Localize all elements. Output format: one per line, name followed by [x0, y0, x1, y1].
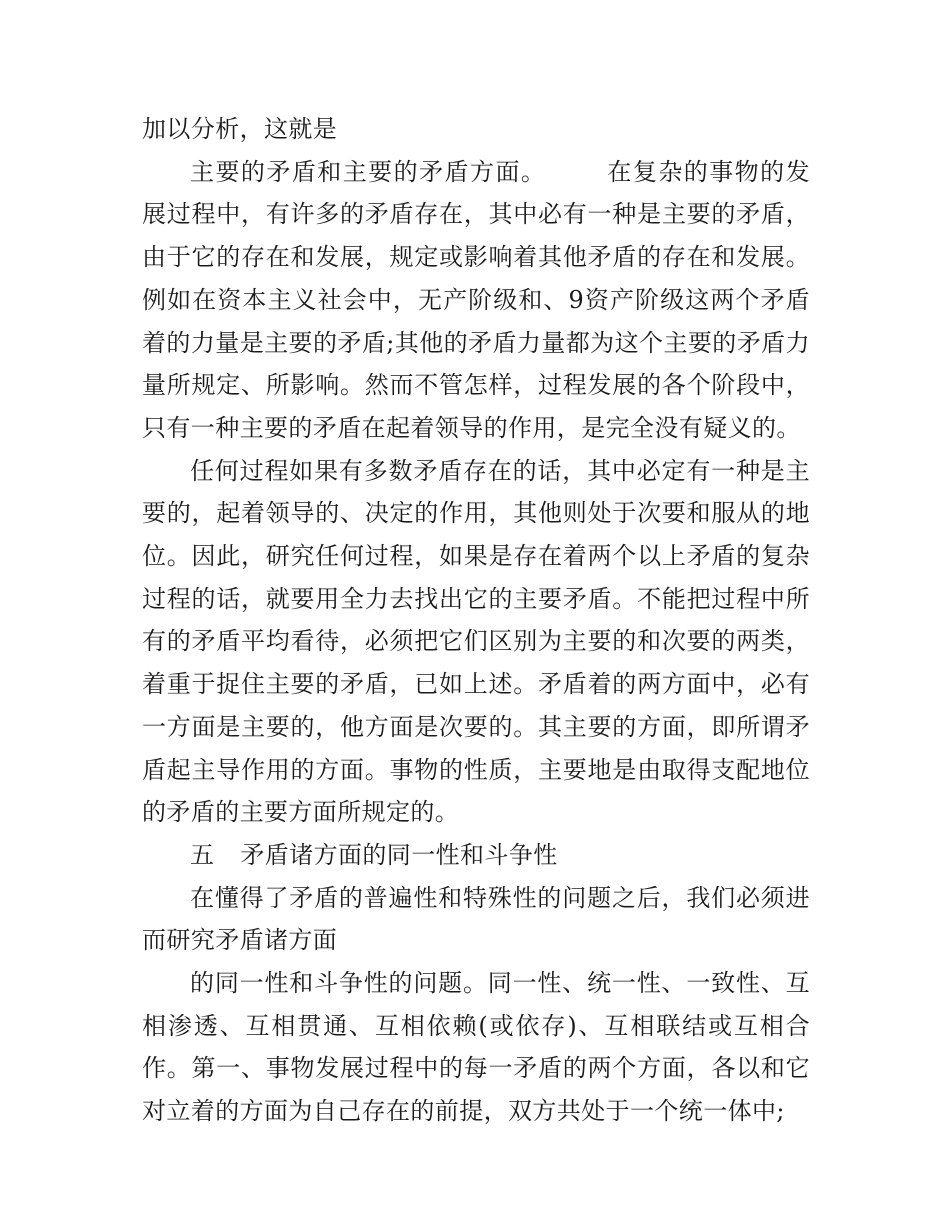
paragraph-intro: 加以分析，这就是	[142, 115, 338, 143]
paragraph-principal-aspect: 任何过程如果有多数矛盾存在的话，其中必定有一种是主要的，起着领导的、决定的作用，其他则处于次要和服从的地位。因此，研究任何过程，如果是存在着两个以上矛盾的复杂过程的话，就要用全力去找出它的主要矛盾。不能把过程中所有的矛盾平均看待，必须把它们区别为主要的和次要的两类，着重于捉住主要的矛盾，已如上述。矛盾着的两方面中，必有一方面是主要的，他方面是次要的。其主要的方面，即所谓矛盾起主导作用的方面。事物的性质，主要地是由取得支配地位的矛盾的主要方面所规定的。	[142, 456, 810, 827]
paragraph-transition: 在懂得了矛盾的普遍性和特殊性的问题之后，我们必须进而研究矛盾诸方面	[142, 883, 810, 955]
section-heading	[142, 834, 810, 877]
section-number: 五	[190, 840, 215, 869]
document-body	[142, 108, 810, 1133]
paragraph-body: 在复杂的事物的发展过程中，有许多的矛盾存在，其中必有一种是主要的矛盾，由于它的存在和发展，规定或影响着其他矛盾的存在和发展。例如在资本主义社会中，无产阶级和、9资产阶级这两个矛盾着的力量是主要的矛盾;其他的矛盾力量都为这个主要的矛盾力量所规定、所影响。然而不管怎样，过程发展的各个阶段中，只有一种主要的矛盾在起着领导的作用，是完全没有疑义的。	[142, 157, 810, 442]
section-lead-phrase: 主要的矛盾和主要的矛盾方面。	[190, 157, 547, 186]
paragraph-main-contradiction	[142, 151, 810, 450]
paragraph-identity: 的同一性和斗争性的问题。同一性、统一性、一致性、互相渗透、互相贯通、互相依赖(或依存)、互相联结或互相合作。第一、事物发展过程中的每一矛盾的两个方面，各以和它对立着的方面为自己存在的前提，双方共处于一个统一体中;	[142, 969, 810, 1126]
section-title: 矛盾诸方面的同一性和斗争性	[240, 840, 558, 869]
